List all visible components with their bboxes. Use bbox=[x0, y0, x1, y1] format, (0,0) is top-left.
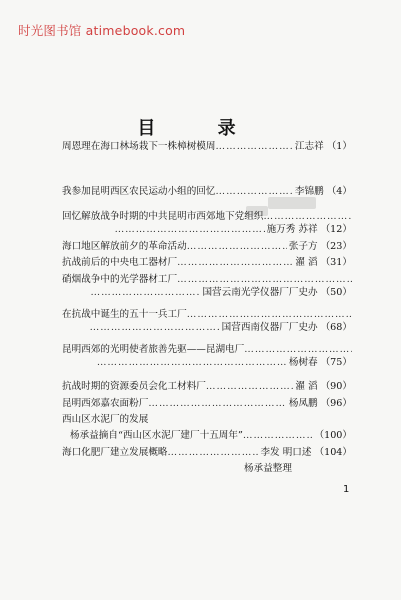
toc-entry-title: 硝烟战争中的光学器材工厂 bbox=[62, 274, 178, 285]
toc-entry-page: （100） bbox=[314, 430, 352, 441]
toc-entry-title: 回忆解放战争时期的中共昆明市西郊地下党组织 bbox=[62, 211, 264, 222]
toc-entry-author: 国营西南仪器厂厂史办 bbox=[221, 322, 318, 333]
toc-entry-page: （31） bbox=[320, 257, 352, 268]
toc-entry bbox=[62, 240, 352, 253]
toc-entry bbox=[62, 210, 352, 236]
toc-credit-text: 杨承益整理 bbox=[244, 463, 292, 474]
toc-entry-page: （90） bbox=[320, 381, 352, 392]
toc-entry-page: （50） bbox=[320, 287, 352, 298]
toc-entry bbox=[62, 273, 352, 299]
toc-entry-author: 国营云南光学仪器厂厂史办 bbox=[202, 287, 318, 298]
toc-entry-title: 杨承益摘自“西山区水泥厂建厂十五周年” bbox=[70, 430, 243, 441]
toc-entry-author: 杨凤鹏 bbox=[288, 398, 318, 409]
toc-entry-page: （12） bbox=[320, 224, 352, 235]
toc-entry bbox=[62, 446, 352, 459]
toc-entry bbox=[62, 397, 352, 410]
page-title: 目 录 bbox=[137, 118, 264, 139]
toc-entry-title: 西山区水泥厂的发展 bbox=[62, 414, 149, 425]
toc-entry-title: 昆明西郊的光明使者旅善先驱——昆湖电厂 bbox=[62, 344, 245, 355]
scan-stain bbox=[246, 206, 268, 216]
toc-leader bbox=[243, 429, 312, 442]
toc-entry-author: 江志祥 bbox=[294, 141, 324, 152]
toc-entry bbox=[62, 380, 352, 393]
toc-entry-page: （1） bbox=[326, 141, 352, 152]
toc-entry bbox=[62, 429, 352, 442]
toc-entry-title: 在抗战中诞生的五十一兵工厂 bbox=[62, 309, 187, 320]
toc-leader bbox=[177, 273, 352, 286]
toc-entry-author: 杨树春 bbox=[288, 357, 318, 368]
toc-entry-page: （23） bbox=[320, 241, 352, 252]
toc-leader bbox=[216, 140, 293, 153]
toc-leader bbox=[115, 223, 265, 236]
toc-leader bbox=[148, 397, 286, 410]
toc-entry-title: 昆明西郊嘉农面粉厂 bbox=[62, 398, 149, 409]
toc-leader bbox=[168, 446, 259, 459]
page-number: 1 bbox=[343, 484, 350, 495]
toc-leader bbox=[187, 308, 352, 321]
toc-entry bbox=[62, 308, 352, 334]
toc-entry-title: 抗战前后的中央电工器材厂 bbox=[62, 257, 178, 268]
toc-entry-title: 我参加昆明西区农民运动小组的回忆 bbox=[62, 186, 216, 197]
toc-entry-author: 李发 明口述 bbox=[260, 447, 312, 458]
toc-entry-title: 抗战时期的资源委员会化工材料厂 bbox=[62, 381, 206, 392]
toc-entry-page: （104） bbox=[314, 447, 352, 458]
toc-leader bbox=[90, 286, 200, 299]
toc-entry-author: 濯 滔 bbox=[295, 257, 318, 268]
toc-leader bbox=[263, 210, 352, 223]
toc-entry-page: （68） bbox=[320, 322, 352, 333]
toc-entry-page: （75） bbox=[320, 357, 352, 368]
toc-credit-line bbox=[244, 462, 354, 475]
toc-entry-author: 施万秀 苏祥 bbox=[266, 224, 318, 235]
toc-entry-author: 李锦鹏 bbox=[294, 186, 324, 197]
toc-entry-title: 周恩理在海口林场栽下一株樟树模周 bbox=[62, 141, 216, 152]
toc-leader bbox=[97, 356, 287, 369]
toc-entry bbox=[62, 413, 352, 426]
scan-stain bbox=[268, 197, 316, 209]
toc-entry bbox=[62, 140, 352, 153]
toc-entry-page: （96） bbox=[320, 398, 352, 409]
toc-leader bbox=[177, 256, 293, 269]
toc-entry bbox=[62, 343, 352, 369]
toc-entry-title: 海口化肥厂建立发展概略 bbox=[62, 447, 168, 458]
toc-entry-title: 海口地区解放前夕的革命活动 bbox=[62, 241, 187, 252]
toc-entry-author: 张子方 bbox=[288, 241, 318, 252]
toc-entry-page: （4） bbox=[326, 186, 352, 197]
watermark-logo: 时光图书馆 atimebook.com bbox=[18, 23, 186, 38]
toc-entry-author: 濯 滔 bbox=[295, 381, 318, 392]
toc-leader bbox=[206, 380, 293, 393]
toc-leader bbox=[90, 321, 220, 334]
toc-leader bbox=[187, 240, 287, 253]
toc-leader bbox=[244, 343, 352, 356]
toc-entry bbox=[62, 256, 352, 269]
